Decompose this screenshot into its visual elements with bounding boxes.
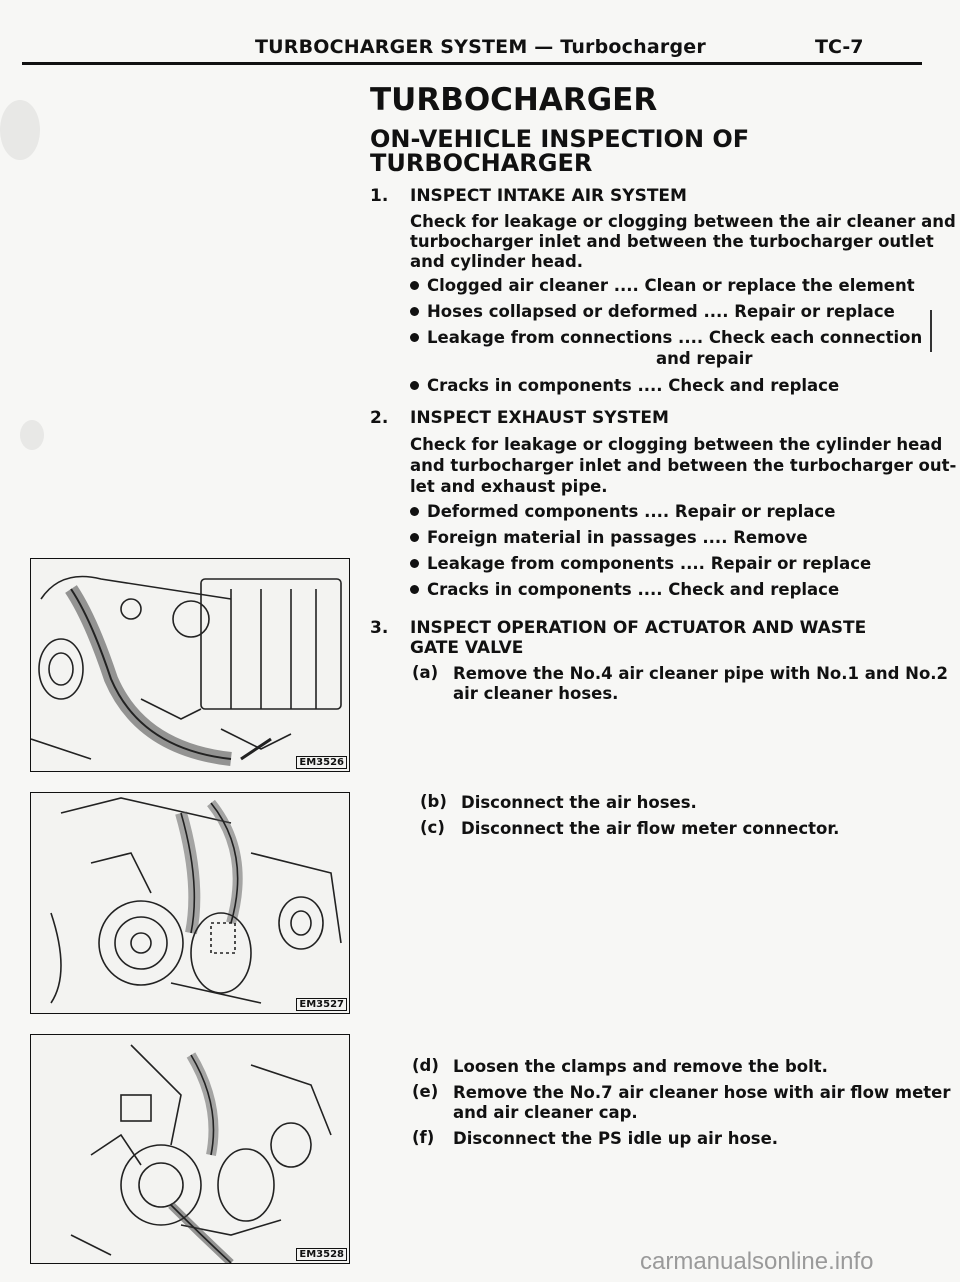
substep-a-line2: air cleaner hoses. <box>453 684 619 703</box>
step-1-bullet-3: Leakage from connections .... Check each connection <box>410 328 922 347</box>
substep-a-line1: Remove the No.4 air cleaner pipe with No.1 and No.2 <box>453 664 949 683</box>
bullet-icon <box>410 333 419 342</box>
substep-e-line1: Remove the No.7 air cleaner hose with air flow meter <box>453 1083 951 1102</box>
bullet-icon <box>410 381 419 390</box>
step-1-text-line3: and cylinder head. <box>410 252 584 271</box>
figure-em3527 <box>30 792 350 1014</box>
figure-em3526 <box>30 558 350 772</box>
substep-d-line1: Loosen the clamps and remove the bolt. <box>453 1057 828 1076</box>
step-1-text-line1: Check for leakage or clogging between the air cleaner and <box>410 212 956 231</box>
step-1-title: INSPECT INTAKE AIR SYSTEM <box>410 186 687 206</box>
margin-mark <box>930 310 932 352</box>
scan-smudge <box>0 100 40 160</box>
step-2-bullet-4: Cracks in components .... Check and replace <box>410 580 839 599</box>
step-1-bullet-3-continuation: and repair <box>656 349 753 368</box>
step-2-number: 2. <box>370 408 389 428</box>
step-2-bullet-2: Foreign material in passages .... Remove <box>410 528 808 547</box>
step-2-bullet-3: Leakage from components .... Repair or replace <box>410 554 871 573</box>
substep-c-line1: Disconnect the air flow meter connector. <box>461 819 840 838</box>
engine-intake-illustration-icon <box>31 559 349 771</box>
turbocharger-hose-illustration-icon <box>31 1035 349 1263</box>
step-1-bullet-1: Clogged air cleaner .... Clean or replace the element <box>410 276 915 295</box>
bullet-icon <box>410 507 419 516</box>
header-rule <box>22 62 922 65</box>
step-1-number: 1. <box>370 186 389 206</box>
section-title-line1: ON-VEHICLE INSPECTION OF <box>370 125 750 153</box>
step-3-number: 3. <box>370 618 389 638</box>
substep-e-label: (e) <box>412 1082 439 1101</box>
step-2-text-line1: Check for leakage or clogging between the cylinder head <box>410 435 943 454</box>
substep-d-label: (d) <box>412 1056 439 1075</box>
page-title: TURBOCHARGER <box>370 82 658 118</box>
bullet-icon <box>410 533 419 542</box>
step-2-text-line3: let and exhaust pipe. <box>410 477 608 496</box>
page-number: TC-7 <box>815 36 864 58</box>
step-2-title: INSPECT EXHAUST SYSTEM <box>410 408 669 428</box>
substep-f-line1: Disconnect the PS idle up air hose. <box>453 1129 779 1148</box>
substep-f-label: (f) <box>412 1128 435 1147</box>
figure-code: EM3526 <box>296 756 347 769</box>
figure-code: EM3528 <box>296 1248 347 1261</box>
step-1-bullet-2: Hoses collapsed or deformed .... Repair or replace <box>410 302 895 321</box>
watermark: carmanualsonline.info <box>640 1248 874 1275</box>
step-1-text-line2: turbocharger inlet and between the turbocharger outlet <box>410 232 934 251</box>
figure-em3528 <box>30 1034 350 1264</box>
step-2-text-line2: and turbocharger inlet and between the turbocharger out- <box>410 456 957 475</box>
substep-b-line1: Disconnect the air hoses. <box>461 793 697 812</box>
substep-c-label: (c) <box>420 818 445 837</box>
figure-code: EM3527 <box>296 998 347 1011</box>
substep-b-label: (b) <box>420 792 447 811</box>
section-title-line2: TURBOCHARGER <box>370 149 593 177</box>
step-2-bullet-1: Deformed components .... Repair or replace <box>410 502 835 521</box>
step-3-title-line2: GATE VALVE <box>410 638 524 658</box>
bullet-icon <box>410 559 419 568</box>
running-header: TURBOCHARGER SYSTEM — Turbocharger <box>255 36 706 58</box>
step-3-title-line1: INSPECT OPERATION OF ACTUATOR AND WASTE <box>410 618 867 638</box>
bullet-icon <box>410 307 419 316</box>
scan-smudge <box>20 420 44 450</box>
turbocharger-illustration-icon <box>31 793 349 1013</box>
substep-a-label: (a) <box>412 663 439 682</box>
step-1-bullet-4: Cracks in components .... Check and replace <box>410 376 839 395</box>
bullet-icon <box>410 585 419 594</box>
bullet-icon <box>410 281 419 290</box>
substep-e-line2: and air cleaner cap. <box>453 1103 638 1122</box>
